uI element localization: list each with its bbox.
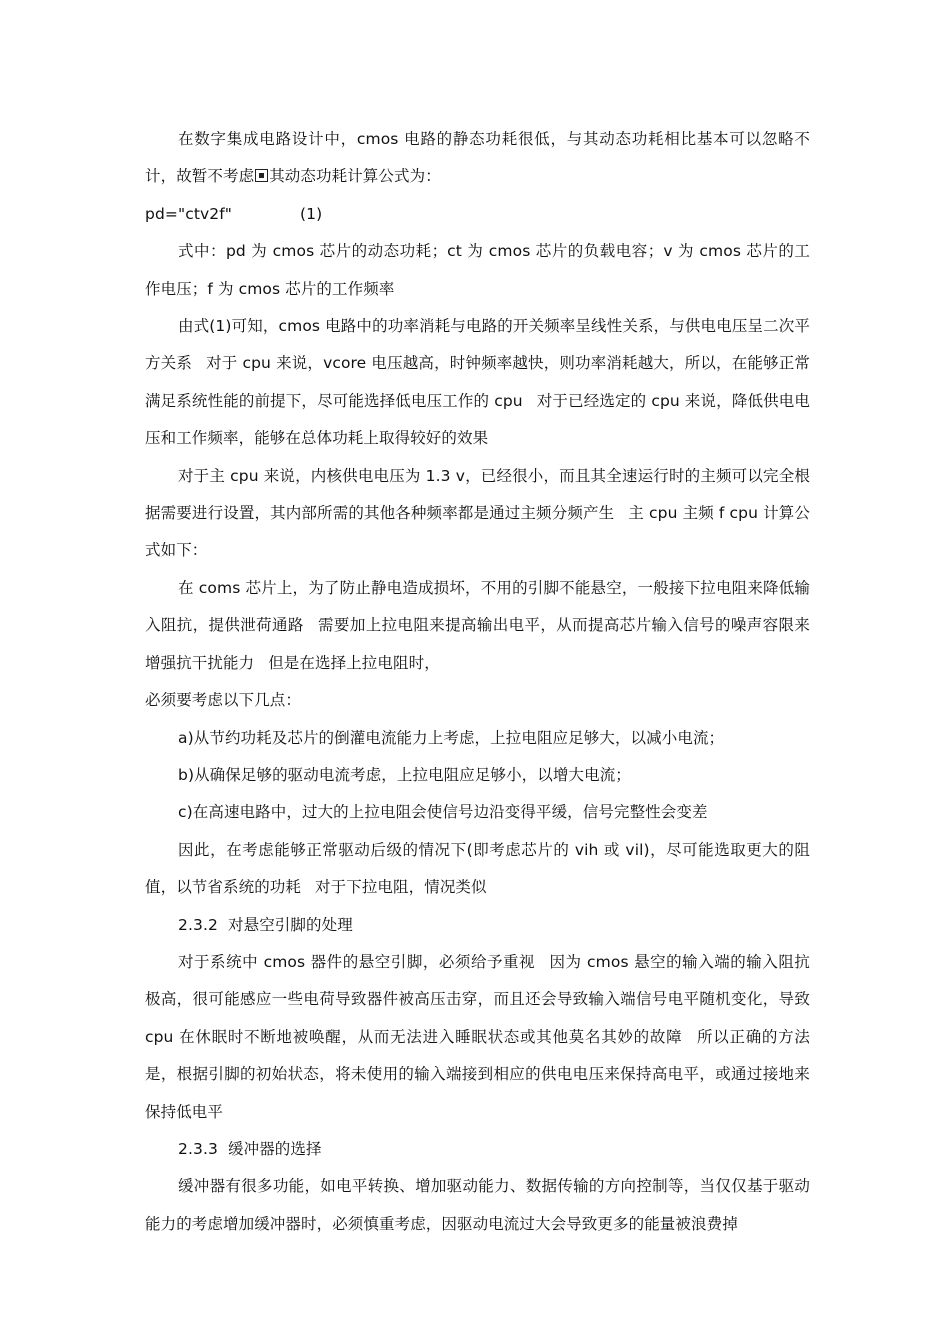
paragraph-text: 主 cpu 主频 f cpu 计算公式如下： — [145, 504, 810, 560]
paragraph-power-relation — [145, 308, 810, 458]
list-item-text: b)从确保足够的驱动电流考虑，上拉电阻应足够小，以增大电流； — [178, 765, 631, 784]
heading-text: 2.3.3 缓冲器的选择 — [178, 1139, 322, 1158]
paragraph-text: 对于 cpu 来说，vcore 电压越高，时钟频率越快，则功率消耗越大，所以，在能够正常满足系统性能的前提下，尽可能选择低电压工作的 cpu — [145, 354, 810, 410]
paragraph-text: 对于已经选定的 cpu 来说，降低供电电压和工作频率，能够在总体功耗上取得较好的效果 — [145, 391, 810, 448]
paragraph-text: 必须要考虑以下几点： — [145, 691, 302, 710]
paragraph-text: 在 coms 芯片上，为了防止静电造成损坏，不用的引脚不能悬空，一般接下拉电阻来降低输入阻抗，提供泄荷通路 — [145, 578, 810, 635]
paragraph-text: 因为 cmos 悬空的输入端的输入阻抗极高，很可能感应一些电荷导致器件被高压击穿，而且还会导致输入端信号电平随机变化，导致 cpu 在休眠时不断地被唤醒，从而无法进入睡眠状态或其他莫名其妙的故障 — [145, 952, 810, 1046]
paragraph-text: 需要加上拉电阻来提高输出电平，从而提高芯片输入信号的噪声容限来增强抗干扰能力 — [145, 616, 810, 672]
paragraph-text: 在数字集成电路设计中，cmos 电路的静态功耗很低，与其动态功耗相比基本可以忽略不计，故暂不考虑 — [145, 130, 810, 186]
paragraph-text: 对于系统中 cmos 器件的悬空引脚，必须给予重视 — [178, 952, 536, 971]
paragraph-text: 对于主 cpu 来说，内核供电电压为 1.3 v，已经很小，而且其全速运行时的主频可以完全根据需要进行设置，其内部所需的其他各种频率都是通过主频分频产生 — [145, 466, 810, 523]
paragraph-text: 缓冲器有很多功能，如电平转换、增加驱动能力、数据传输的方向控制等，当仅仅基于驱动能力的考虑增加缓冲器时，必须慎重考虑，因驱动电流过大会导致更多的能量被浪费掉 — [145, 1177, 810, 1233]
formula-number: (1) — [300, 204, 323, 223]
list-item-text: a)从节约功耗及芯片的倒灌电流能力上考虑，上拉电阻应足够大，以减小电流； — [178, 728, 725, 747]
paragraph-therefore — [145, 832, 810, 907]
list-item-a — [145, 720, 810, 757]
document-body — [145, 121, 810, 1243]
paragraph-static-power — [145, 121, 810, 196]
paragraph-text: 对于下拉电阻，情况类似 — [315, 878, 487, 897]
section-heading-buffer — [145, 1131, 810, 1168]
paragraph-text: 所以正确的方法是，根据引脚的初始状态，将未使用的输入端接到相应的供电电压来保持高电平，或通过接地来保持低电平 — [145, 1027, 810, 1121]
list-item-text: c)在高速电路中，过大的上拉电阻会使信号边沿变得平缓，信号完整性会变差 — [178, 803, 708, 822]
list-item-b — [145, 757, 810, 794]
paragraph-text: 式中：pd 为 cmos 芯片的动态功耗；ct 为 cmos 芯片的负载电容；v 为 cmos 芯片的工作电压；f 为 cmos 芯片的工作频率 — [145, 242, 810, 298]
paragraph-formula-definitions — [145, 233, 810, 308]
paragraph-text: 其动态功耗计算公式为： — [269, 167, 441, 186]
paragraph-floating-pins — [145, 944, 810, 1131]
formula-expression: pd="ctv2f" — [145, 204, 233, 223]
formula-line — [145, 196, 810, 233]
paragraph-text: 但是在选择上拉电阻时， — [268, 653, 440, 672]
list-item-c — [145, 794, 810, 831]
paragraph-buffer — [145, 1168, 810, 1243]
paragraph-text: 由式(1)可知，cmos 电路中的功率消耗与电路的开关频率呈线性关系，与供电电压呈二次平方关系 — [145, 317, 810, 373]
section-heading-floating-pins — [145, 907, 810, 944]
heading-text: 2.3.2 对悬空引脚的处理 — [178, 915, 353, 934]
paragraph-pull-resistors — [145, 570, 810, 682]
reference-box-icon — [255, 169, 268, 182]
paragraph-main-cpu — [145, 458, 810, 570]
paragraph-considerations-intro — [145, 682, 810, 719]
paragraph-text: 因此，在考虑能够正常驱动后级的情况下(即考虑芯片的 vih 或 vil)，尽可能选取更大的阻值，以节省系统的功耗 — [145, 840, 810, 897]
